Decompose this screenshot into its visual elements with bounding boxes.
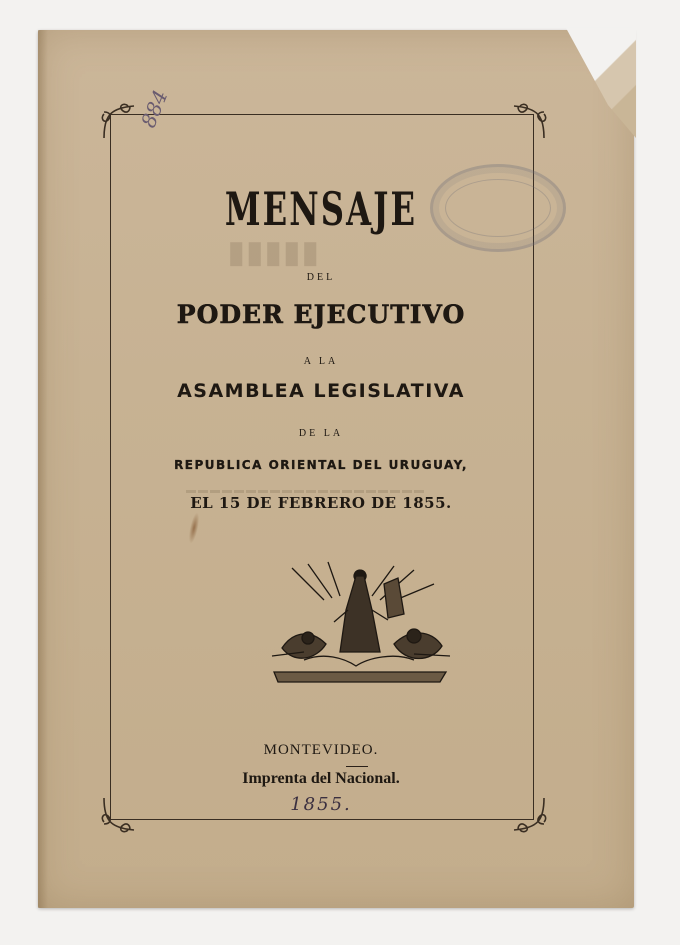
title-mensaje: MENSAJE [224,182,418,236]
ornamental-corner-icon [100,102,140,142]
ornamental-corner-icon [508,102,548,142]
line-de-la: DE LA [298,428,344,439]
imprint-city: MONTEVIDEO. [263,742,379,758]
handwritten-catalog-number: 884 [136,86,173,131]
line-asamblea-legislativa: ASAMBLEA LEGISLATIVA [177,380,465,402]
show-through-text: ▬▬▬▬▬▬▬▬▬▬▬▬▬▬▬▬▬▬▬▬ [186,485,426,496]
line-date: EL 15 DE FEBRERO DE 1855. [190,494,452,512]
allegorical-figure-with-trophies-icon [264,560,454,686]
line-del: DEL [306,272,336,283]
pamphlet-cover [38,30,634,908]
imprint-rule [346,766,368,767]
show-through-text: ▮▮▮▮▮ [228,236,321,269]
line-republica: REPUBLICA ORIENTAL DEL URUGUAY, [174,458,468,472]
line-poder-ejecutivo: PODER EJECUTIVO [176,300,466,329]
imprint-printer: Imprenta del Nacional. [242,770,400,787]
spine-shadow [38,30,48,908]
imprint-year: 1855. [290,794,352,815]
torn-corner [566,28,636,138]
line-a-la: A LA [303,356,339,367]
